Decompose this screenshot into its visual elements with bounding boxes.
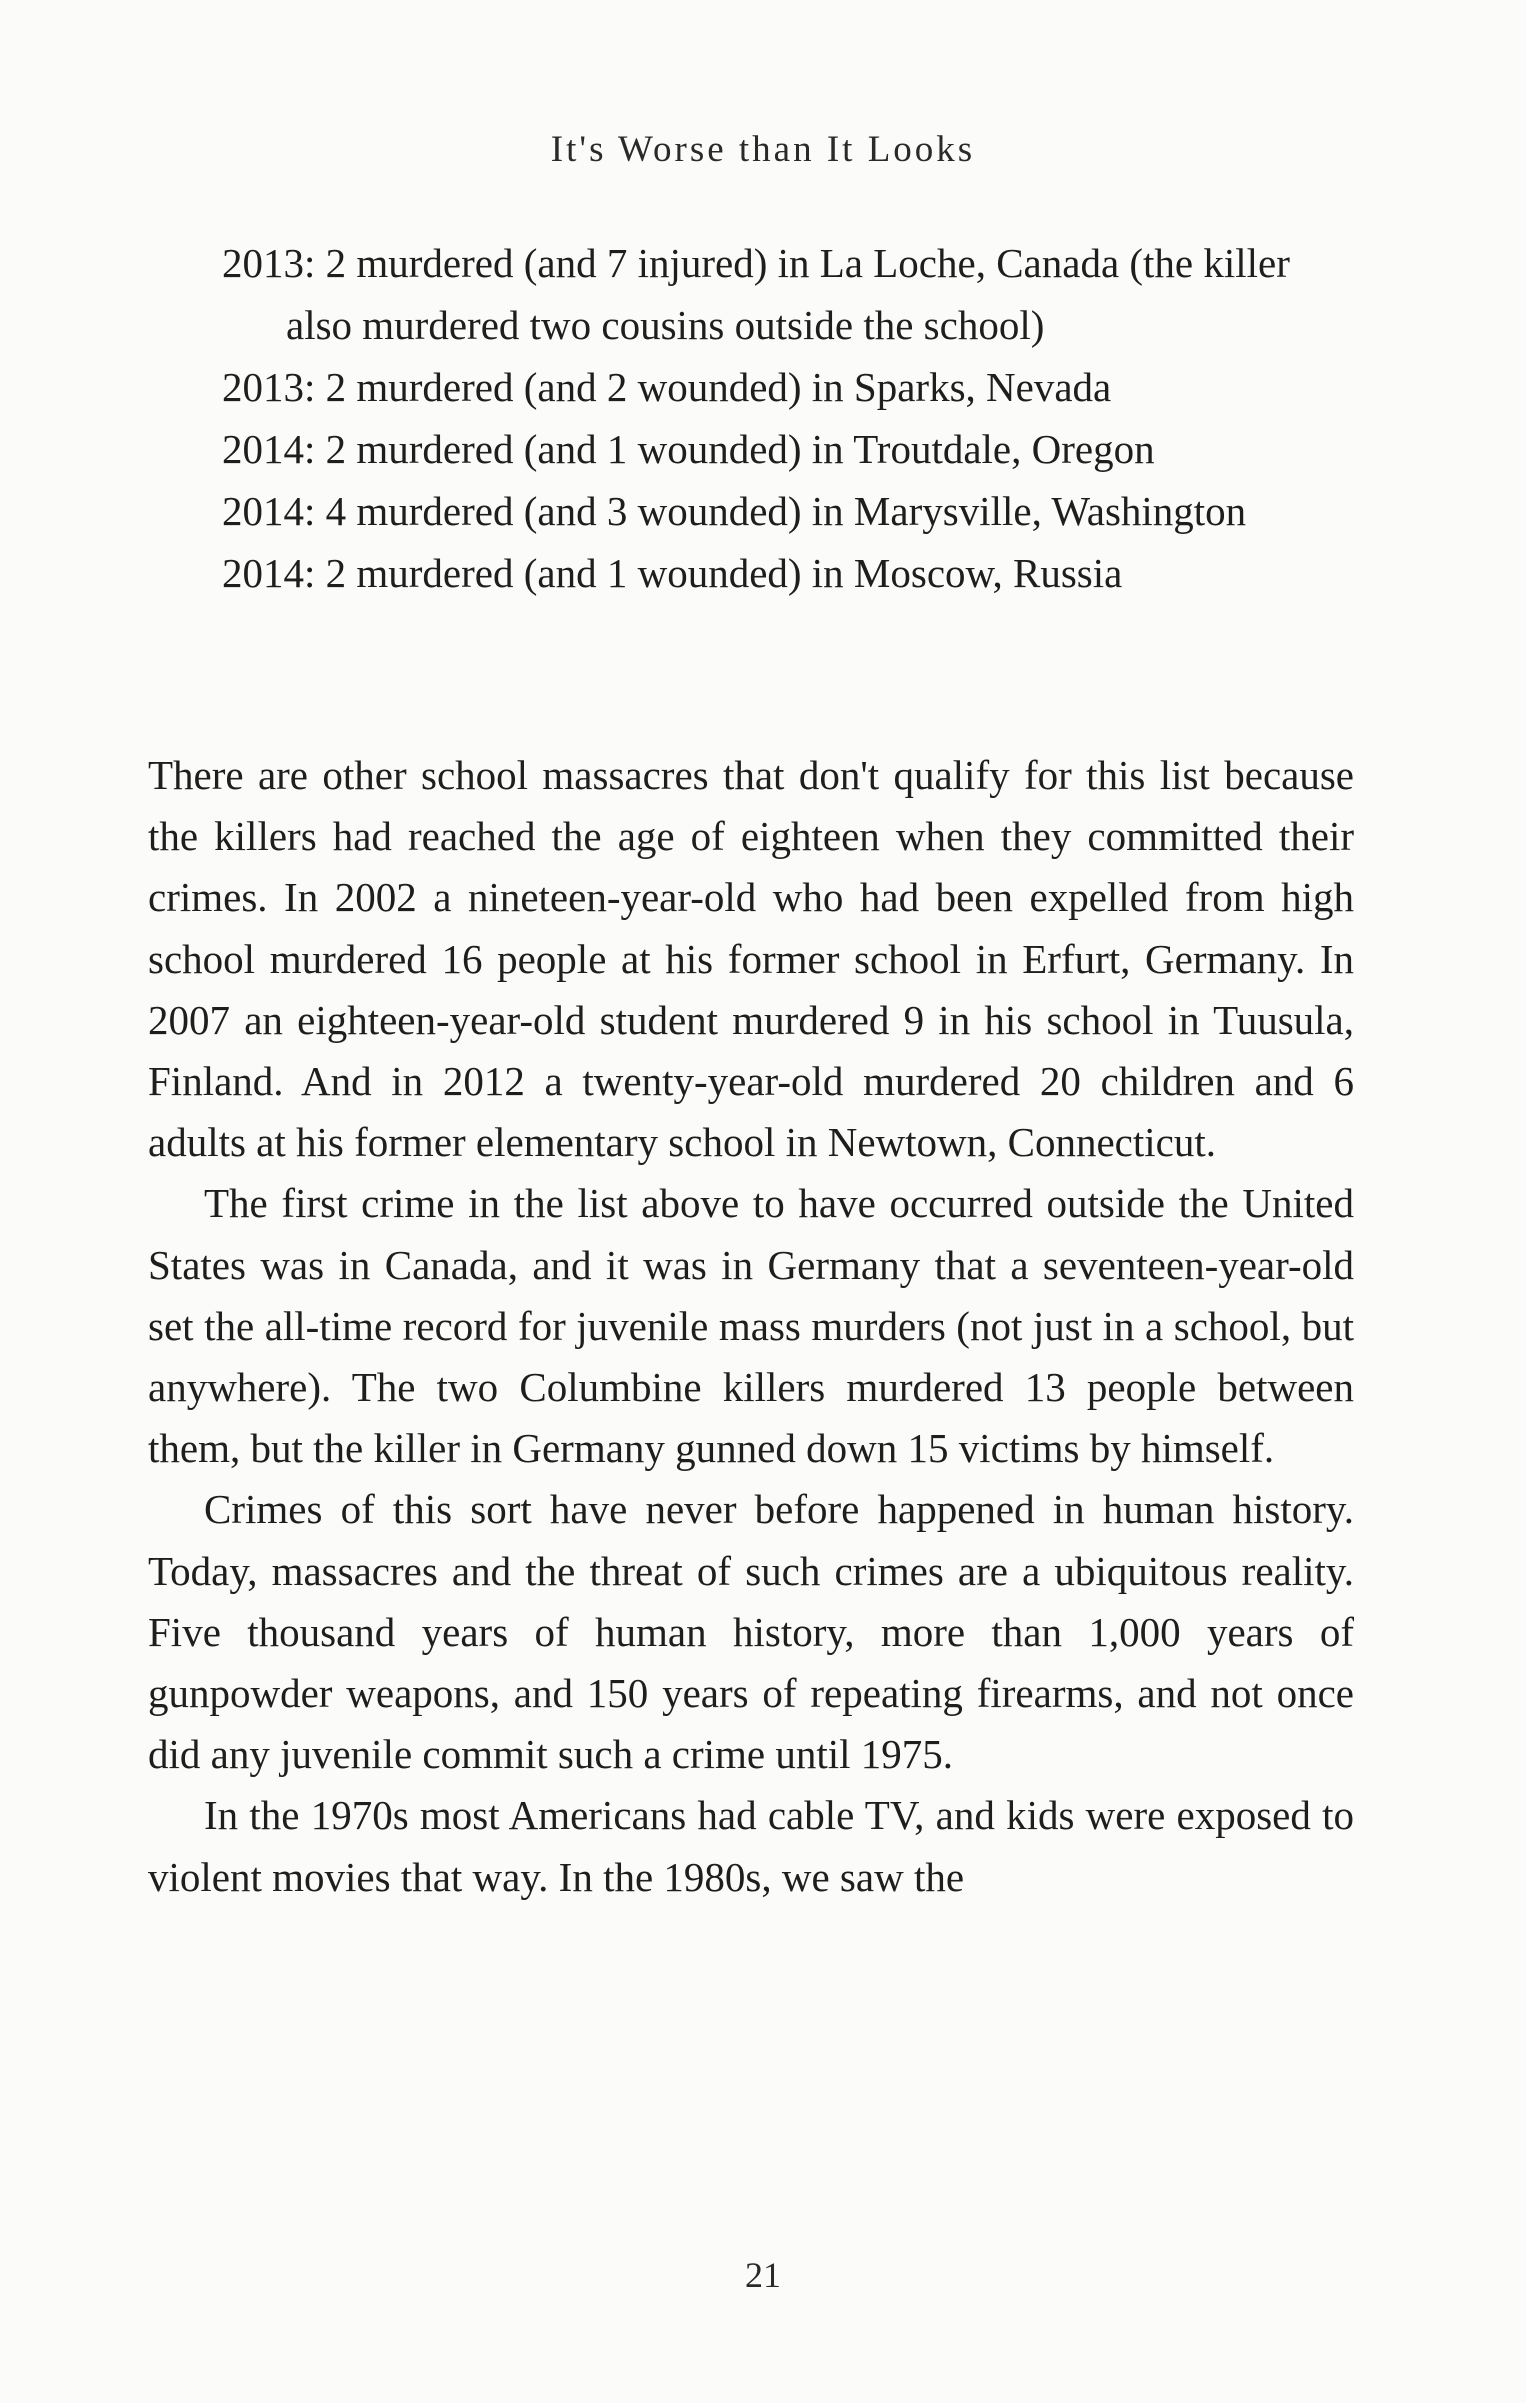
paragraph: In the 1970s most Americans had cable TV, and kids were exposed to violent movies that way. In the 1980s, we saw the: [148, 1792, 1354, 1900]
list-item: 2014: 2 murdered (and 1 wounded) in Moscow, Russia: [222, 550, 1123, 596]
paragraph: The first crime in the list above to have occurred outside the United States was in Canada, and it was in Germany that a seventeen-year-old set the all-time record for juvenile mass murders (not just in a school, but anywhere). The two Columbine killers murdered 13 people between them, but the killer in Germany gunned down 15 victims by himself.: [148, 1180, 1354, 1472]
list-item: 2014: 2 murdered (and 1 wounded) in Troutdale, Oregon: [222, 426, 1155, 472]
incident-list: [222, 232, 1362, 604]
page-number: 21: [745, 2255, 781, 2295]
list-item: 2014: 4 murdered (and 3 wounded) in Marysville, Washington: [222, 488, 1247, 534]
body-text: [148, 745, 1354, 1908]
list-item: 2013: 2 murdered (and 7 injured) in La Loche, Canada (the killer also murdered two cousins outside the school): [222, 240, 1290, 348]
running-head: It's Worse than It Looks: [550, 129, 976, 170]
paragraph: Crimes of this sort have never before happened in human history. Today, massacres and the threat of such crimes are a ubiquitous reality. Five thousand years of human history, more than 1,000 years of gunpowder weapons, and 150 years of repeating firearms, and not once did any juvenile commit such a crime until 1975.: [148, 1486, 1354, 1778]
list-item: 2013: 2 murdered (and 2 wounded) in Sparks, Nevada: [222, 364, 1112, 410]
paragraph: There are other school massacres that don't qualify for this list because the killers had reached the age of eighteen when they committed their crimes. In 2002 a nineteen-year-old who had been expelled from high school murdered 16 people at his former school in Erfurt, Germany. In 2007 an eighteen-year-old student murdered 9 in his school in Tuusula, Finland. And in 2012 a twenty-year-old murdered 20 children and 6 adults at his former elementary school in Newtown, Connecticut.: [148, 752, 1354, 1166]
